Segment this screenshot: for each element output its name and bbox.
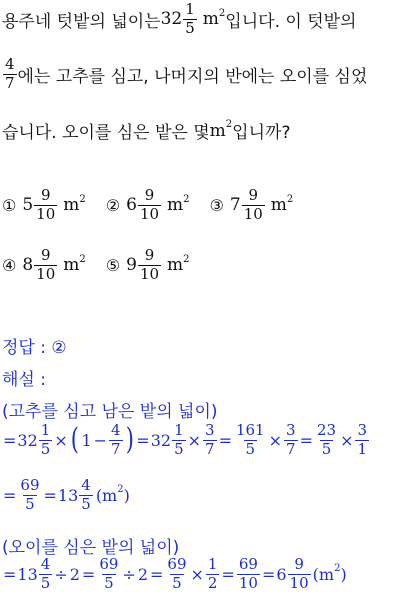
choice-2[interactable]: ② 6 $\frac{9}{10}$ $m^2$ [105,186,190,223]
problem-text-3b: 입니까? [232,123,291,143]
area-fraction [183,2,197,37]
area-unit: $m^2$ [202,7,226,30]
choice-4[interactable]: ④ 8 $\frac{9}{10}$ $m^2$ [2,246,86,283]
explanation-label: 해설 : [2,370,46,390]
problem-line-2 [2,57,367,92]
equation-2: = $\frac{69}{5}$ = 13 $\frac{4}{5}$ $(m^2)$ [3,476,130,513]
choice-1[interactable]: ① 5 $\frac{9}{10}$ $m^2$ [2,186,86,223]
pepper-fraction: $\frac{4}{7}$ [5,55,15,92]
choices-row-2 [2,248,208,283]
choices-row-1 [2,188,311,223]
equation-3: = 13 $\frac{4}{5}$ ÷ 2 = $\frac{69}{5}$ ÷ 2 = $\frac{69}{5}$ × $\frac{1}{2}$ = $\frac{69}{10}$ = 6 $\frac{9}{10}$ $(m^2)$ [3,555,347,592]
question-unit: $m^2$ [209,118,233,141]
area-mixed-number [161,2,198,37]
area-denominator: 5 [185,18,195,37]
choice-3[interactable]: ③ 7 $\frac{9}{10}$ $m^2$ [209,186,294,223]
equation-1: = 32 $\frac{1}{5}$ × ( 1 − $\frac{4}{7}$ ) = 32 $\frac{1}{5}$ × $\frac{3}{7}$ = $\frac{161}{5}$ × $\frac{3}{7}$ = $\frac{23}{5}$ × $\frac{3}{1}$ [3,421,368,458]
solution-heading-2: (오이를 심은 밭의 넓이) [2,538,180,558]
answer-label: 정답 : ② [2,338,67,358]
choice-5[interactable]: ⑤ 9 $\frac{9}{10}$ $m^2$ [105,246,190,283]
problem-text-1a: 용주네 텃밭의 넓이는 [2,11,161,32]
area-numerator: 1 [185,0,195,18]
problem-line-3 [2,118,290,143]
problem-text-2: 에는 고추를 심고, 나머지의 반에는 오이를 심었 [17,66,368,87]
problem-text-1b: 입니다. 이 텃밭의 [225,11,357,32]
problem-line-1 [2,2,356,37]
problem-text-3a: 습니다. 오이를 심은 밭은 몇 [2,123,210,143]
solution-heading-1: (고추를 심고 남은 밭의 넓이) [2,402,218,422]
area-whole: 32 [160,9,183,30]
